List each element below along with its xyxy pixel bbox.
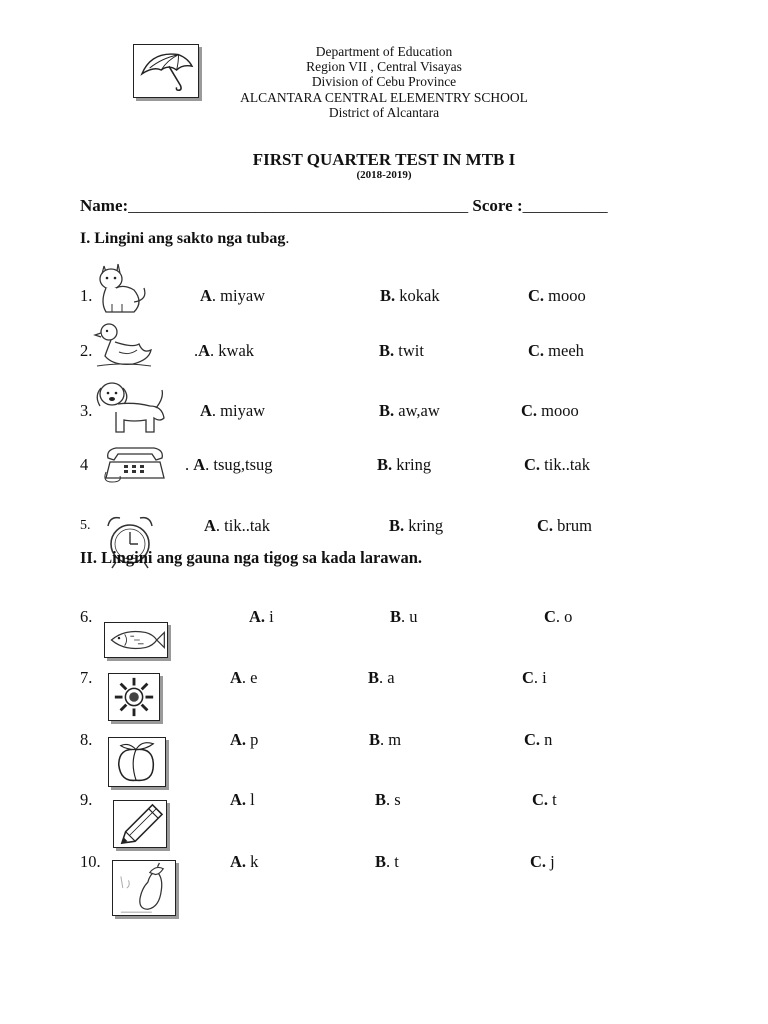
name-blank: ________________________________________ [128,196,469,215]
option-b[interactable]: B. twit [379,341,424,360]
header-line-2: Region VII , Central Visayas [306,59,462,74]
header-line-1: Department of Education [315,44,453,59]
name-label: Name: [80,196,129,215]
peach-picture [108,737,166,787]
eggplant-picture [112,860,176,916]
part1-instruction: I. Lingini ang sakto nga tubag. [80,230,290,247]
question-number: 1. [80,286,93,305]
question-number: 2. [80,341,93,360]
header-line-3: Division of Cebu Province [311,74,457,89]
score-blank: __________ [522,196,608,215]
cat-icon [94,258,150,318]
peach-icon [109,738,165,786]
pencil-picture [113,800,167,848]
option-c[interactable]: C. n [524,730,553,749]
option-b[interactable]: B. u [390,607,418,626]
option-b[interactable]: B. aw,aw [379,401,440,420]
duck-icon [93,320,155,370]
telephone-picture [102,442,168,484]
eggplant-icon [113,861,175,915]
option-b[interactable]: B. a [368,668,395,687]
test-title: FIRST QUARTER TEST IN MTB I [252,150,516,169]
option-c[interactable]: C. mooo [528,286,586,305]
option-b[interactable]: B. t [375,852,399,871]
question-number: 3. [80,401,93,420]
option-c[interactable]: C. t [532,790,557,809]
pencil-icon [114,801,166,847]
option-c[interactable]: C. tik..tak [524,455,590,474]
option-c[interactable]: C. meeh [528,341,584,360]
option-a[interactable]: .A. kwak [194,341,255,360]
question-number: 8. [80,730,93,749]
school-year: (2018-2019) [356,169,412,181]
question-number: 5. [80,518,91,533]
score-label: Score : [472,196,523,215]
option-a[interactable]: A. l [230,790,255,809]
fish-picture [104,622,168,658]
option-a[interactable]: A. k [230,852,259,871]
cat-picture [94,258,150,318]
option-b[interactable]: B. kring [389,516,444,535]
question-number: 9. [80,790,93,809]
header-line-4: ALCANTARA CENTRAL ELEMENTRY SCHOOL [240,90,528,105]
fish-icon [105,623,167,657]
option-a[interactable]: A. p [230,730,259,749]
option-a[interactable]: A. miyaw [200,286,266,305]
option-a[interactable]: A. tik..tak [204,516,270,535]
sun-icon [109,674,159,720]
question-number: 10. [80,852,101,871]
option-b[interactable]: B. s [375,790,401,809]
question-number: 7. [80,668,93,687]
option-a[interactable]: . A. tsug,tsug [185,455,273,474]
option-b[interactable]: B. m [369,730,402,749]
name-line [80,196,608,216]
part2-instruction: II. Lingini ang gauna nga tigog sa kada larawan. [80,548,423,567]
question-number: 6. [80,607,93,626]
option-c[interactable]: C. j [530,852,555,871]
sun-picture [108,673,160,721]
option-b[interactable]: B. kokak [380,286,440,305]
dog-picture [94,378,168,436]
header-line-5: District of Alcantara [328,105,440,120]
option-a[interactable]: A. e [230,668,258,687]
question-number: 4 [80,455,89,474]
telephone-icon [102,442,168,484]
option-c[interactable]: C. i [522,668,547,687]
duck-picture [93,320,155,370]
option-b[interactable]: B. kring [377,455,432,474]
option-a[interactable]: A. miyaw [200,401,266,420]
option-a[interactable]: A. i [249,607,274,626]
option-c[interactable]: C. o [544,607,573,626]
dog-icon [94,378,168,436]
option-c[interactable]: C. mooo [521,401,579,420]
option-c[interactable]: C. brum [537,516,593,535]
